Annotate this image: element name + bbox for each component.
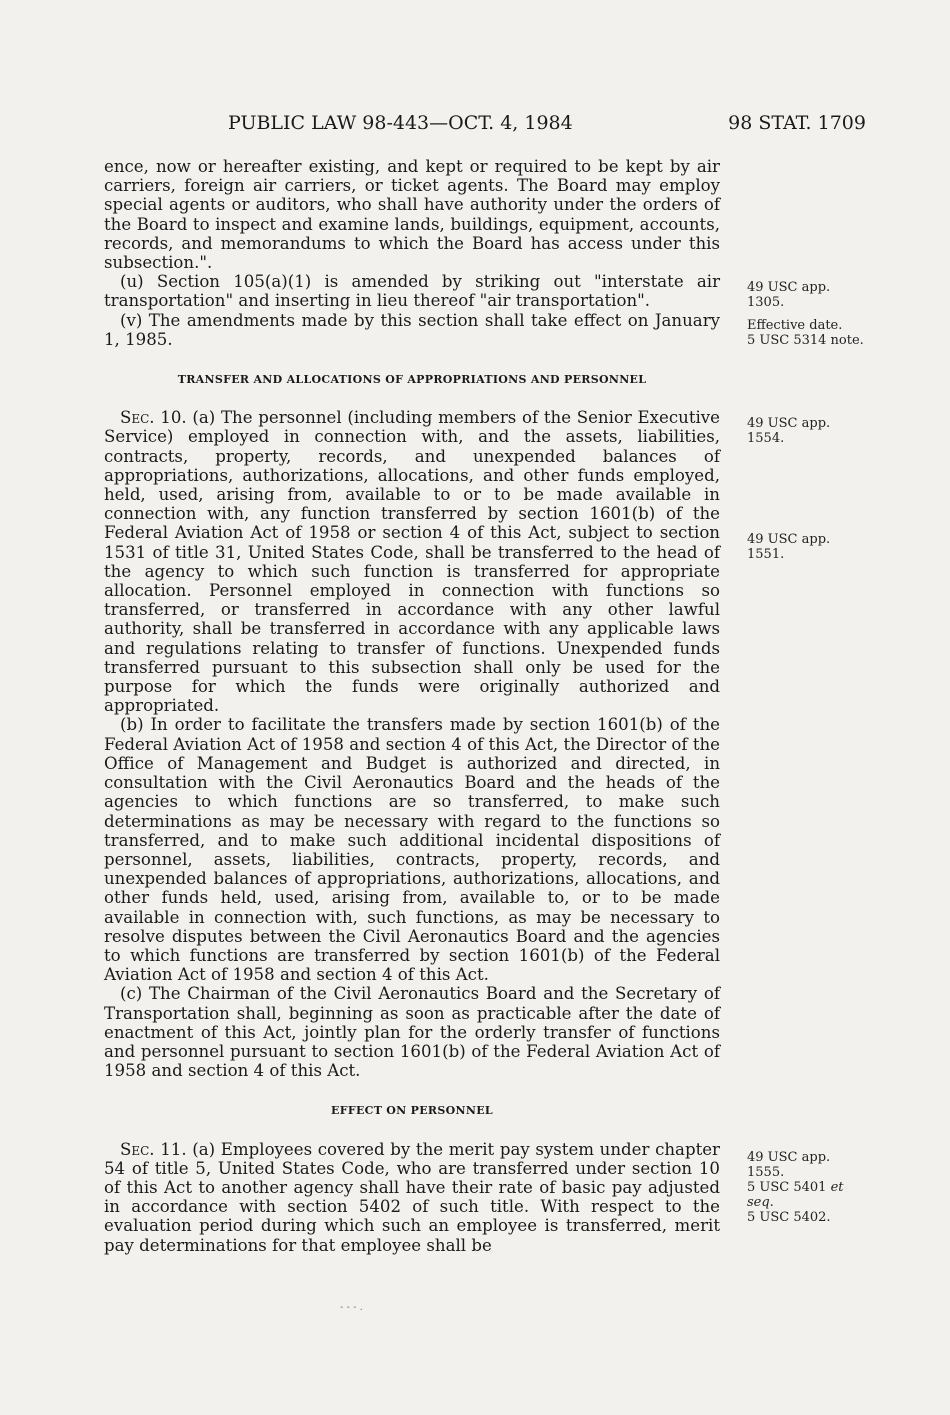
margin-note-italic: seq. bbox=[747, 1195, 774, 1210]
paragraph-v: (v) The amendments made by this section shall take effect on January 1, 1985. bbox=[104, 310, 720, 349]
margin-note-line: 49 USC app. bbox=[747, 1150, 831, 1165]
margin-note-line: 49 USC app. bbox=[747, 416, 831, 431]
margin-note-line: 5 USC 5402. bbox=[747, 1210, 831, 1225]
paragraph-u: (u) Section 105(a)(1) is amended by striking out "interstate air transportation" and inserting in lieu thereof "air transportation". bbox=[104, 272, 720, 311]
section-10-a-text: 10. (a) The personnel (including members of the Senior Executive Service) employed in connection with, and the assets, liabilities, contracts, property, records, and unexpended balances of appropriations, authorizations, allocations, and other funds employed, held, used, arising from, available to or to be made available in connection with, any function transferred by section 1601(b) of the Federal Aviation Act of 1958 or section 4 of this Act, subject to section 1531 of title 31, United States Code, shall be transferred to the head of the agency to which such function is transferred for appropriate allocation. Personnel employed in connection with functions so transferred, or transferred in accordance with any other lawful authority, shall be transferred in accordance with any applicable laws and regulations relating to transfer of functions. Unexpended funds transferred pursuant to this subsection shall only be used for the purpose for which the funds were originally authorized and appropriated. bbox=[104, 408, 720, 716]
section-10-b: (b) In order to facilitate the transfers made by section 1601(b) of the Federal Aviation Act of 1958 and section 4 of this Act, the Director of the Office of Management and Budget is authorized and directed, in consultation with the Civil Aeronautics Board and the heads of the agencies to which functions are so transferred, to make such determinations as may be necessary with regard to the functions so transferred, and to make such additional incidental dispositions of personnel, assets, liabilities, contracts, property, records, and unexpended balances of appropriations, authorizations, allocations, and other funds held, used, arising from, available to, or to be made available in connection with, such functions, as may be necessary to resolve disputes between the Civil Aeronautics Board and the agencies to which functions are transferred by section 1601(b) of the Federal Aviation Act of 1958 and section 4 of this Act. bbox=[104, 715, 720, 985]
margin-note-line: 1555. bbox=[747, 1165, 785, 1180]
page-header bbox=[0, 112, 950, 140]
statute-page-number: 98 STAT. 1709 bbox=[728, 112, 866, 134]
margin-note-line: 1554. bbox=[747, 431, 785, 446]
margin-note-1305 bbox=[747, 280, 877, 310]
margin-note-1554 bbox=[747, 416, 877, 446]
margin-note-text: 5 USC 5401 bbox=[747, 1180, 827, 1195]
section-10-a bbox=[104, 408, 720, 715]
section-10-c: (c) The Chairman of the Civil Aeronautics Board and the Secretary of Transportation shall, beginning as soon as practicable after the date of enactment of this Act, jointly plan for the orderly transfer of functions and personnel pursuant to section 1601(b) of the Federal Aviation Act of 1958 and section 4 of this Act. bbox=[104, 984, 720, 1081]
section-heading-transfer: TRANSFER AND ALLOCATIONS OF APPROPRIATIONS AND PERSONNEL bbox=[177, 373, 647, 387]
margin-note-line bbox=[747, 1195, 877, 1210]
section-label: Sec. bbox=[120, 1139, 155, 1159]
margin-note-1551 bbox=[747, 532, 877, 562]
margin-note-line bbox=[747, 1180, 877, 1195]
law-title: PUBLIC LAW 98-443—OCT. 4, 1984 bbox=[228, 112, 573, 134]
section-11-a-text: 11. (a) Employees covered by the merit pay system under chapter 54 of title 5, United States Code, who are transferred under section 10 of this Act to another agency shall have their rate of basic pay adjusted in accordance with section 5402 of such title. With respect to the evaluation period during which such an employee is transferred, merit pay determinations for that employee shall be bbox=[104, 1139, 720, 1255]
margin-note-line: 49 USC app. bbox=[747, 532, 831, 547]
margin-note-line: 5 USC 5314 note. bbox=[747, 333, 864, 348]
body-text bbox=[104, 157, 720, 1255]
margin-note-1555 bbox=[747, 1150, 877, 1225]
margin-note-line: Effective date. bbox=[747, 318, 843, 333]
section-11-a bbox=[104, 1140, 720, 1255]
paragraph-continuation: ence, now or hereafter existing, and kept or required to be kept by air carriers, foreign air carriers, or ticket agents. The Board may employ special agents or auditors, who shall have authority under the orders of the Board to inspect and examine lands, buildings, equipment, accounts, records, and memorandums to which the Board has access under this subsection.". bbox=[104, 157, 720, 273]
margin-note-line: 49 USC app. bbox=[747, 280, 831, 295]
margin-note-italic: et bbox=[830, 1180, 844, 1195]
section-label: Sec. bbox=[120, 408, 155, 428]
margin-note-line: 1551. bbox=[747, 547, 785, 562]
margin-note-effective-date bbox=[747, 318, 877, 348]
margin-note-line: 1305. bbox=[747, 295, 785, 310]
section-heading-personnel: EFFECT ON PERSONNEL bbox=[331, 1104, 493, 1118]
footer-mark: - - - . bbox=[340, 1302, 363, 1313]
